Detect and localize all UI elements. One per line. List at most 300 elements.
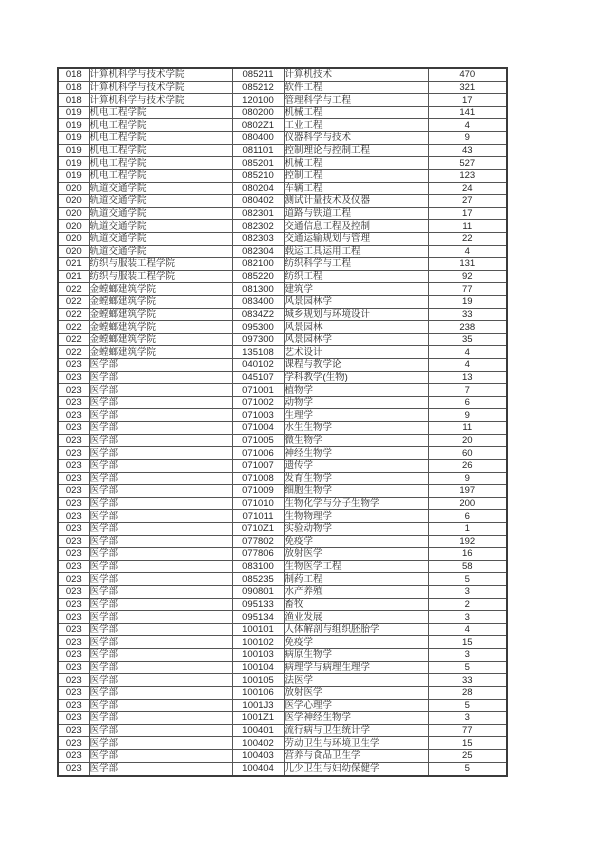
- major-code-cell: 085201: [232, 157, 284, 170]
- unit-code-cell: 023: [58, 510, 89, 523]
- major-name-cell: 神经生物学: [284, 447, 428, 460]
- unit-code-cell: 021: [58, 270, 89, 283]
- table-row: [58, 535, 507, 548]
- count-cell: 527: [428, 157, 507, 170]
- unit-code-cell: 019: [58, 132, 89, 145]
- unit-code-cell: 020: [58, 195, 89, 208]
- table-row: [58, 144, 507, 157]
- table-row: [58, 560, 507, 573]
- unit-name-cell: 金螳螂建筑学院: [89, 308, 232, 321]
- count-cell: 27: [428, 195, 507, 208]
- count-cell: 58: [428, 560, 507, 573]
- unit-code-cell: 023: [58, 409, 89, 422]
- table-row: [58, 207, 507, 220]
- count-cell: 3: [428, 586, 507, 599]
- major-code-cell: 0802Z1: [232, 119, 284, 132]
- major-code-cell: 100402: [232, 737, 284, 750]
- major-name-cell: 动物学: [284, 396, 428, 409]
- unit-code-cell: 020: [58, 232, 89, 245]
- unit-name-cell: 医学部: [89, 623, 232, 636]
- major-name-cell: 放射医学: [284, 548, 428, 561]
- count-cell: 20: [428, 434, 507, 447]
- major-name-cell: 计算机技术: [284, 68, 428, 81]
- major-code-cell: 077802: [232, 535, 284, 548]
- unit-name-cell: 计算机科学与技术学院: [89, 94, 232, 107]
- count-cell: 11: [428, 422, 507, 435]
- major-code-cell: 045107: [232, 371, 284, 384]
- major-name-cell: 仪器科学与技术: [284, 132, 428, 145]
- unit-name-cell: 机电工程学院: [89, 144, 232, 157]
- count-cell: 192: [428, 535, 507, 548]
- major-name-cell: 儿少卫生与妇幼保健学: [284, 762, 428, 776]
- unit-name-cell: 机电工程学院: [89, 157, 232, 170]
- table-row: [58, 674, 507, 687]
- unit-name-cell: 医学部: [89, 573, 232, 586]
- table-row: [58, 308, 507, 321]
- unit-name-cell: 医学部: [89, 359, 232, 372]
- unit-code-cell: 019: [58, 106, 89, 119]
- table-row: [58, 762, 507, 776]
- major-code-cell: 082304: [232, 245, 284, 258]
- table-row: [58, 409, 507, 422]
- unit-name-cell: 医学部: [89, 459, 232, 472]
- count-cell: 17: [428, 207, 507, 220]
- major-code-cell: 100106: [232, 686, 284, 699]
- table-row: [58, 346, 507, 359]
- unit-code-cell: 023: [58, 699, 89, 712]
- table-row: [58, 81, 507, 94]
- unit-code-cell: 020: [58, 207, 89, 220]
- table-row: [58, 699, 507, 712]
- unit-code-cell: 023: [58, 724, 89, 737]
- major-name-cell: 生理学: [284, 409, 428, 422]
- unit-name-cell: 医学部: [89, 535, 232, 548]
- major-code-cell: 040102: [232, 359, 284, 372]
- unit-code-cell: 023: [58, 384, 89, 397]
- unit-code-cell: 022: [58, 283, 89, 296]
- major-name-cell: 植物学: [284, 384, 428, 397]
- unit-code-cell: 023: [58, 447, 89, 460]
- unit-name-cell: 轨道交通学院: [89, 207, 232, 220]
- unit-name-cell: 金螳螂建筑学院: [89, 283, 232, 296]
- unit-name-cell: 医学部: [89, 497, 232, 510]
- table-row: [58, 132, 507, 145]
- major-name-cell: 营养与食品卫生学: [284, 749, 428, 762]
- major-code-cell: 100104: [232, 661, 284, 674]
- count-cell: 17: [428, 94, 507, 107]
- major-code-cell: 085210: [232, 169, 284, 182]
- table-row: [58, 270, 507, 283]
- major-code-cell: 080402: [232, 195, 284, 208]
- unit-code-cell: 023: [58, 459, 89, 472]
- count-cell: 141: [428, 106, 507, 119]
- count-cell: 3: [428, 712, 507, 725]
- major-code-cell: 082302: [232, 220, 284, 233]
- unit-name-cell: 医学部: [89, 737, 232, 750]
- major-name-cell: 医学神经生物学: [284, 712, 428, 725]
- major-code-cell: 083400: [232, 296, 284, 309]
- major-code-cell: 0710Z1: [232, 522, 284, 535]
- major-name-cell: 城乡规划与环境设计: [284, 308, 428, 321]
- count-cell: 2: [428, 598, 507, 611]
- count-cell: 3: [428, 611, 507, 624]
- count-cell: 19: [428, 296, 507, 309]
- major-name-cell: 发育生物学: [284, 472, 428, 485]
- unit-code-cell: 023: [58, 712, 89, 725]
- count-cell: 7: [428, 384, 507, 397]
- major-name-cell: 生物物理学: [284, 510, 428, 523]
- unit-code-cell: 023: [58, 573, 89, 586]
- unit-code-cell: 023: [58, 636, 89, 649]
- table-row: [58, 296, 507, 309]
- table-row: [58, 661, 507, 674]
- major-code-cell: 071009: [232, 485, 284, 498]
- count-cell: 9: [428, 409, 507, 422]
- major-code-cell: 071005: [232, 434, 284, 447]
- major-name-cell: 机械工程: [284, 106, 428, 119]
- table-row: [58, 258, 507, 271]
- major-name-cell: 生物化学与分子生物学: [284, 497, 428, 510]
- table-row: [58, 749, 507, 762]
- unit-name-cell: 机电工程学院: [89, 106, 232, 119]
- unit-name-cell: 轨道交通学院: [89, 182, 232, 195]
- major-name-cell: 免疫学: [284, 535, 428, 548]
- major-code-cell: 071011: [232, 510, 284, 523]
- unit-name-cell: 医学部: [89, 762, 232, 776]
- unit-code-cell: 023: [58, 371, 89, 384]
- unit-name-cell: 医学部: [89, 548, 232, 561]
- count-cell: 25: [428, 749, 507, 762]
- major-code-cell: 085220: [232, 270, 284, 283]
- count-cell: 60: [428, 447, 507, 460]
- table-row: [58, 485, 507, 498]
- major-name-cell: 交通信息工程及控制: [284, 220, 428, 233]
- unit-code-cell: 023: [58, 611, 89, 624]
- major-code-cell: 082100: [232, 258, 284, 271]
- major-name-cell: 交通运输规划与管理: [284, 232, 428, 245]
- unit-name-cell: 计算机科学与技术学院: [89, 68, 232, 81]
- major-name-cell: 制药工程: [284, 573, 428, 586]
- table-row: [58, 712, 507, 725]
- major-code-cell: 090801: [232, 586, 284, 599]
- major-code-cell: 100404: [232, 762, 284, 776]
- major-code-cell: 085235: [232, 573, 284, 586]
- table-row: [58, 283, 507, 296]
- major-code-cell: 071004: [232, 422, 284, 435]
- unit-name-cell: 医学部: [89, 522, 232, 535]
- major-name-cell: 道路与铁道工程: [284, 207, 428, 220]
- unit-code-cell: 023: [58, 586, 89, 599]
- count-cell: 26: [428, 459, 507, 472]
- unit-name-cell: 轨道交通学院: [89, 245, 232, 258]
- table-row: [58, 573, 507, 586]
- major-name-cell: 人体解剖与组织胚胎学: [284, 623, 428, 636]
- table-row: [58, 623, 507, 636]
- unit-code-cell: 019: [58, 169, 89, 182]
- major-code-cell: 095134: [232, 611, 284, 624]
- count-cell: 3: [428, 649, 507, 662]
- major-name-cell: 建筑学: [284, 283, 428, 296]
- major-name-cell: 控制理论与控制工程: [284, 144, 428, 157]
- major-code-cell: 135108: [232, 346, 284, 359]
- major-code-cell: 0834Z2: [232, 308, 284, 321]
- unit-code-cell: 023: [58, 737, 89, 750]
- major-name-cell: 软件工程: [284, 81, 428, 94]
- unit-name-cell: 医学部: [89, 699, 232, 712]
- unit-name-cell: 金螳螂建筑学院: [89, 333, 232, 346]
- table-row: [58, 636, 507, 649]
- unit-name-cell: 医学部: [89, 422, 232, 435]
- table-row: [58, 686, 507, 699]
- unit-name-cell: 机电工程学院: [89, 119, 232, 132]
- major-code-cell: 100102: [232, 636, 284, 649]
- major-name-cell: 管理科学与工程: [284, 94, 428, 107]
- unit-name-cell: 医学部: [89, 611, 232, 624]
- table-row: [58, 68, 507, 81]
- count-cell: 22: [428, 232, 507, 245]
- count-cell: 123: [428, 169, 507, 182]
- count-cell: 77: [428, 283, 507, 296]
- unit-code-cell: 022: [58, 308, 89, 321]
- major-name-cell: 水生生物学: [284, 422, 428, 435]
- table-row: [58, 510, 507, 523]
- unit-code-cell: 018: [58, 94, 89, 107]
- unit-code-cell: 023: [58, 535, 89, 548]
- major-name-cell: 机械工程: [284, 157, 428, 170]
- major-name-cell: 学科教学(生物): [284, 371, 428, 384]
- major-code-cell: 120100: [232, 94, 284, 107]
- table-row: [58, 611, 507, 624]
- major-name-cell: 医学心理学: [284, 699, 428, 712]
- unit-code-cell: 020: [58, 182, 89, 195]
- unit-code-cell: 023: [58, 686, 89, 699]
- table-row: [58, 586, 507, 599]
- table-row: [58, 106, 507, 119]
- count-cell: 15: [428, 737, 507, 750]
- unit-code-cell: 023: [58, 661, 89, 674]
- unit-code-cell: 023: [58, 497, 89, 510]
- major-code-cell: 100401: [232, 724, 284, 737]
- unit-name-cell: 医学部: [89, 674, 232, 687]
- unit-code-cell: 023: [58, 522, 89, 535]
- unit-name-cell: 医学部: [89, 724, 232, 737]
- count-cell: 9: [428, 132, 507, 145]
- table-row: [58, 737, 507, 750]
- major-code-cell: 071010: [232, 497, 284, 510]
- unit-code-cell: 018: [58, 68, 89, 81]
- count-cell: 77: [428, 724, 507, 737]
- table-row: [58, 598, 507, 611]
- major-name-cell: 病原生物学: [284, 649, 428, 662]
- major-name-cell: 测试计量技术及仪器: [284, 195, 428, 208]
- count-cell: 238: [428, 321, 507, 334]
- count-cell: 6: [428, 510, 507, 523]
- unit-name-cell: 医学部: [89, 661, 232, 674]
- count-cell: 28: [428, 686, 507, 699]
- table-row: [58, 94, 507, 107]
- unit-code-cell: 019: [58, 144, 89, 157]
- unit-name-cell: 医学部: [89, 686, 232, 699]
- unit-code-cell: 020: [58, 245, 89, 258]
- unit-code-cell: 023: [58, 749, 89, 762]
- count-cell: 4: [428, 346, 507, 359]
- major-code-cell: 100101: [232, 623, 284, 636]
- unit-code-cell: 023: [58, 649, 89, 662]
- major-code-cell: 1001J3: [232, 699, 284, 712]
- major-code-cell: 071003: [232, 409, 284, 422]
- count-cell: 6: [428, 396, 507, 409]
- major-code-cell: 071002: [232, 396, 284, 409]
- table-row: [58, 447, 507, 460]
- table-row: [58, 384, 507, 397]
- table-row: [58, 497, 507, 510]
- count-cell: 4: [428, 119, 507, 132]
- unit-name-cell: 医学部: [89, 649, 232, 662]
- table-row: [58, 182, 507, 195]
- unit-name-cell: 轨道交通学院: [89, 232, 232, 245]
- count-cell: 470: [428, 68, 507, 81]
- major-code-cell: 083100: [232, 560, 284, 573]
- unit-name-cell: 医学部: [89, 472, 232, 485]
- major-code-cell: 071007: [232, 459, 284, 472]
- unit-name-cell: 医学部: [89, 485, 232, 498]
- unit-code-cell: 023: [58, 674, 89, 687]
- major-code-cell: 100103: [232, 649, 284, 662]
- count-cell: 321: [428, 81, 507, 94]
- major-code-cell: 081300: [232, 283, 284, 296]
- unit-code-cell: 023: [58, 623, 89, 636]
- major-name-cell: 细胞生物学: [284, 485, 428, 498]
- table-row: [58, 245, 507, 258]
- table-row: [58, 724, 507, 737]
- unit-name-cell: 医学部: [89, 712, 232, 725]
- major-name-cell: 艺术设计: [284, 346, 428, 359]
- admissions-table-body: [58, 68, 507, 776]
- unit-code-cell: 020: [58, 220, 89, 233]
- table-row: [58, 434, 507, 447]
- count-cell: 15: [428, 636, 507, 649]
- count-cell: 16: [428, 548, 507, 561]
- major-name-cell: 水产养殖: [284, 586, 428, 599]
- unit-code-cell: 022: [58, 296, 89, 309]
- major-name-cell: 工业工程: [284, 119, 428, 132]
- count-cell: 1: [428, 522, 507, 535]
- unit-name-cell: 医学部: [89, 371, 232, 384]
- count-cell: 35: [428, 333, 507, 346]
- major-code-cell: 097300: [232, 333, 284, 346]
- unit-name-cell: 医学部: [89, 636, 232, 649]
- major-code-cell: 082303: [232, 232, 284, 245]
- major-name-cell: 纺织科学与工程: [284, 258, 428, 271]
- unit-code-cell: 023: [58, 560, 89, 573]
- unit-code-cell: 023: [58, 548, 89, 561]
- table-row: [58, 371, 507, 384]
- major-code-cell: 095133: [232, 598, 284, 611]
- count-cell: 92: [428, 270, 507, 283]
- unit-code-cell: 019: [58, 119, 89, 132]
- count-cell: 4: [428, 359, 507, 372]
- count-cell: 5: [428, 699, 507, 712]
- unit-code-cell: 023: [58, 434, 89, 447]
- table-row: [58, 396, 507, 409]
- unit-name-cell: 医学部: [89, 560, 232, 573]
- unit-name-cell: 医学部: [89, 384, 232, 397]
- major-code-cell: 082301: [232, 207, 284, 220]
- unit-name-cell: 纺织与服装工程学院: [89, 270, 232, 283]
- major-name-cell: 微生物学: [284, 434, 428, 447]
- major-code-cell: 081101: [232, 144, 284, 157]
- unit-name-cell: 医学部: [89, 749, 232, 762]
- major-name-cell: 载运工具运用工程: [284, 245, 428, 258]
- unit-code-cell: 023: [58, 598, 89, 611]
- major-code-cell: 071001: [232, 384, 284, 397]
- major-name-cell: 遗传学: [284, 459, 428, 472]
- major-name-cell: 风景园林学: [284, 333, 428, 346]
- unit-code-cell: 022: [58, 333, 89, 346]
- count-cell: 33: [428, 308, 507, 321]
- table-row: [58, 333, 507, 346]
- table-row: [58, 522, 507, 535]
- unit-code-cell: 023: [58, 485, 89, 498]
- count-cell: 43: [428, 144, 507, 157]
- unit-code-cell: 023: [58, 472, 89, 485]
- major-name-cell: 畜牧: [284, 598, 428, 611]
- unit-code-cell: 023: [58, 762, 89, 776]
- unit-name-cell: 金螳螂建筑学院: [89, 296, 232, 309]
- major-code-cell: 077806: [232, 548, 284, 561]
- unit-name-cell: 医学部: [89, 447, 232, 460]
- count-cell: 33: [428, 674, 507, 687]
- major-name-cell: 车辆工程: [284, 182, 428, 195]
- table-row: [58, 548, 507, 561]
- unit-name-cell: 机电工程学院: [89, 132, 232, 145]
- unit-code-cell: 023: [58, 359, 89, 372]
- table-row: [58, 359, 507, 372]
- table-row: [58, 459, 507, 472]
- major-name-cell: 劳动卫生与环境卫生学: [284, 737, 428, 750]
- unit-name-cell: 轨道交通学院: [89, 195, 232, 208]
- unit-name-cell: 计算机科学与技术学院: [89, 81, 232, 94]
- unit-code-cell: 018: [58, 81, 89, 94]
- unit-code-cell: 023: [58, 396, 89, 409]
- unit-name-cell: 机电工程学院: [89, 169, 232, 182]
- major-name-cell: 生物医学工程: [284, 560, 428, 573]
- major-name-cell: 流行病与卫生统计学: [284, 724, 428, 737]
- major-code-cell: 100105: [232, 674, 284, 687]
- major-name-cell: 渔业发展: [284, 611, 428, 624]
- table-row: [58, 157, 507, 170]
- major-name-cell: 风景园林: [284, 321, 428, 334]
- unit-name-cell: 医学部: [89, 510, 232, 523]
- major-code-cell: 085211: [232, 68, 284, 81]
- table-row: [58, 422, 507, 435]
- count-cell: 197: [428, 485, 507, 498]
- count-cell: 5: [428, 573, 507, 586]
- count-cell: 9: [428, 472, 507, 485]
- unit-code-cell: 023: [58, 422, 89, 435]
- table-row: [58, 321, 507, 334]
- unit-name-cell: 纺织与服装工程学院: [89, 258, 232, 271]
- table-row: [58, 649, 507, 662]
- major-code-cell: 100403: [232, 749, 284, 762]
- unit-name-cell: 医学部: [89, 434, 232, 447]
- major-name-cell: 免疫学: [284, 636, 428, 649]
- count-cell: 200: [428, 497, 507, 510]
- unit-code-cell: 021: [58, 258, 89, 271]
- count-cell: 4: [428, 245, 507, 258]
- major-name-cell: 控制工程: [284, 169, 428, 182]
- unit-name-cell: 医学部: [89, 396, 232, 409]
